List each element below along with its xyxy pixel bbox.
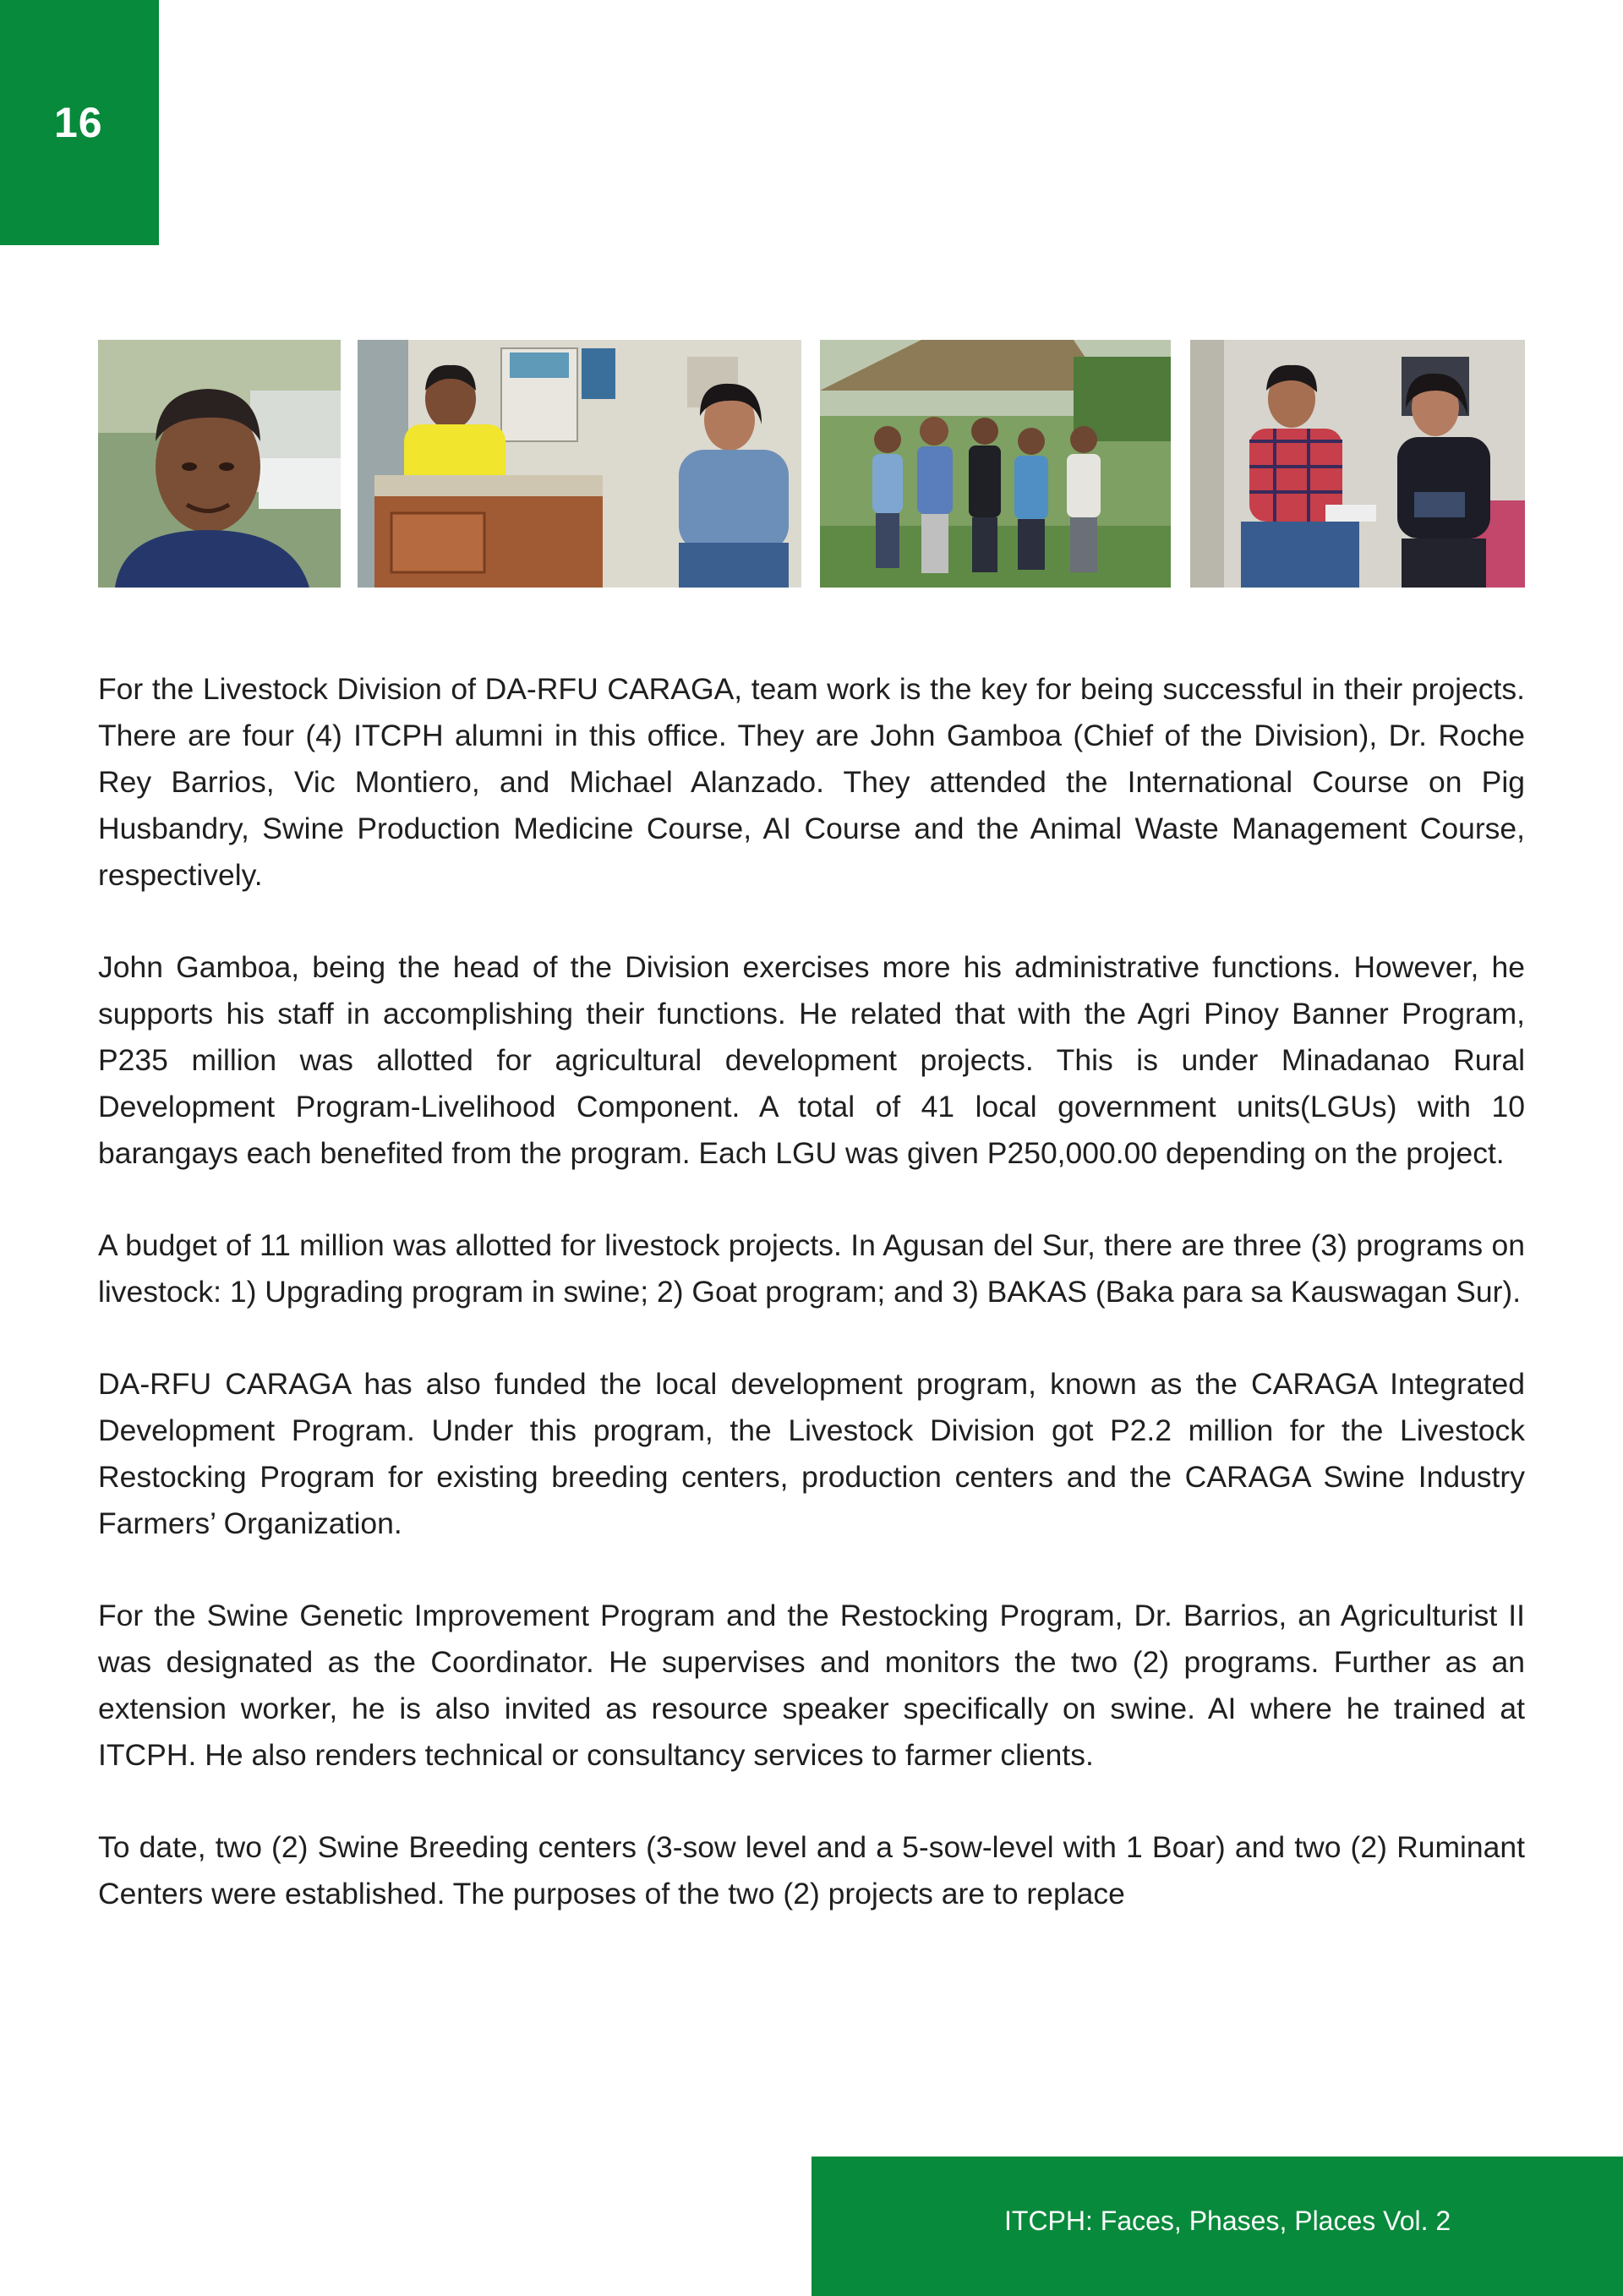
photo-strip — [98, 340, 1525, 588]
page-number: 16 — [54, 99, 103, 146]
paragraph: For the Swine Genetic Improvement Program and the Restocking Program, Dr. Barrios, an Agriculturist II was designated as the Coordinator. He supervises and monitors the two (2) programs. Further as an extension worker, he is also invited as resource speaker specifically on swine. AI where he trained at ITCPH. He also renders technical or consultancy services to farmer clients. — [98, 1599, 1525, 1772]
photo-group-outdoors — [820, 340, 1171, 588]
photo-interview — [1190, 340, 1525, 588]
paragraph: For the Livestock Division of DA-RFU CARAGA, team work is the key for being successful in their projects. There are four (4) ITCPH alumni in this office. They are John Gamboa (Chief of the Division), Dr. Roche Rey Barrios, Vic Montiero, and Michael Alanzado. They attended the International Course on Pig Husbandry, Swine Production Medicine Course, AI Course and the Animal Waste Management Course, respectively. — [98, 672, 1525, 892]
paragraph: John Gamboa, being the head of the Division exercises more his administrative functions. However, he supports his staff in accomplishing their functions. He related that with the Agri Pinoy Banner Program, P235 million was allotted for agricultural development projects. This is under Minadanao Rural Development Program-Livelihood Component. A total of 41 local government units(LGUs) with 10 barangays each benefited from the program. Each LGU was given P250,000.00 depending on the project. — [98, 950, 1525, 1170]
photo-office-meeting — [358, 340, 801, 588]
paragraph: To date, two (2) Swine Breeding centers (3-sow level and a 5-sow-level with 1 Boar) and two (2) Ruminant Centers were established. The purposes of the two (2) projects are to replace — [98, 1830, 1525, 1911]
article-body — [98, 666, 1525, 1963]
page-number-block — [0, 0, 159, 245]
paragraph: DA-RFU CARAGA has also funded the local development program, known as the CARAGA Integrated Development Program. Under this program, the Livestock Division got P2.2 million for the Livestock Restocking Program for existing breeding centers, production centers and the CARAGA Swine Industry Farmers’ Organization. — [98, 1367, 1525, 1540]
photo-man-portrait — [98, 340, 341, 588]
paragraph: A budget of 11 million was allotted for livestock projects. In Agusan del Sur, there are three (3) programs on livestock: 1) Upgrading program in swine; 2) Goat program; and 3) BAKAS (Baka para sa Kauswagan Sur). — [98, 1228, 1525, 1309]
footer-title: ITCPH: Faces, Phases, Places Vol. 2 — [1004, 2206, 1451, 2236]
footer-band — [812, 2157, 1623, 2296]
